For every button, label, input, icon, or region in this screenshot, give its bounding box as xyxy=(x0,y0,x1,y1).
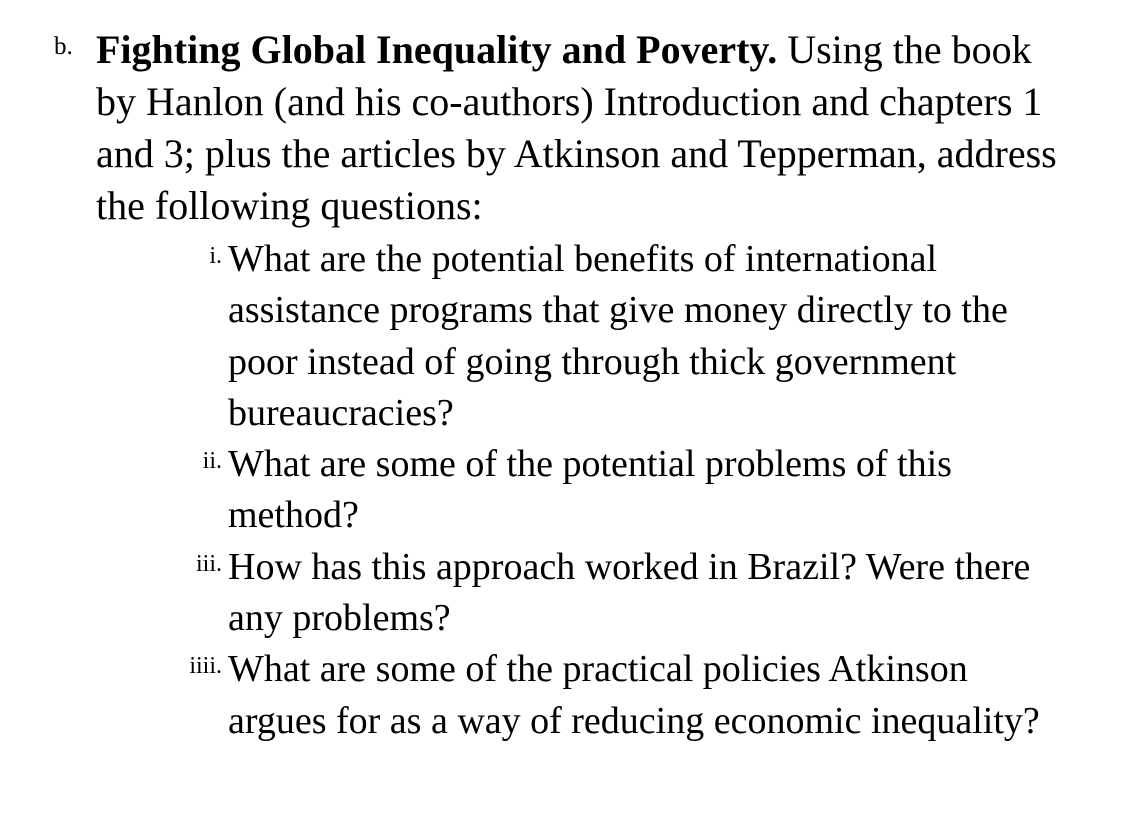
list-marker-ii: ii. xyxy=(202,448,222,475)
list-marker-i: i. xyxy=(209,243,222,269)
list-item xyxy=(40,439,1065,542)
list-item-text: What are some of the practical policies Atkinson argues for as a way of reducing economic inequality? xyxy=(228,648,1040,742)
list-marker-b: b. xyxy=(54,33,73,60)
list-marker-iiii: iiii. xyxy=(189,653,222,680)
list-item-text: How has this approach worked in Brazil? Were there any problems? xyxy=(228,545,1031,640)
list-item-text: What are some of the potential problems of this method? xyxy=(228,443,952,537)
list-item-text: What are the potential benefits of international assistance programs that give money directly to the poor instead of going through thick government bureaucracies? xyxy=(228,238,1008,434)
list-item xyxy=(40,234,1065,439)
list-item xyxy=(40,644,1065,747)
list-marker-iii: iii. xyxy=(195,550,222,577)
list-item-b xyxy=(40,24,1065,232)
list-item-b-lead: Fighting Global Inequality and Poverty. xyxy=(96,27,778,72)
list-item xyxy=(40,542,1065,645)
list-item-b-text: Using the book by Hanlon (and his co-authors) Introduction and chapters 1 and 3; plus the articles by Atkinson and Tepperman, address the following questions: xyxy=(96,27,1057,228)
sub-list xyxy=(40,234,1065,747)
